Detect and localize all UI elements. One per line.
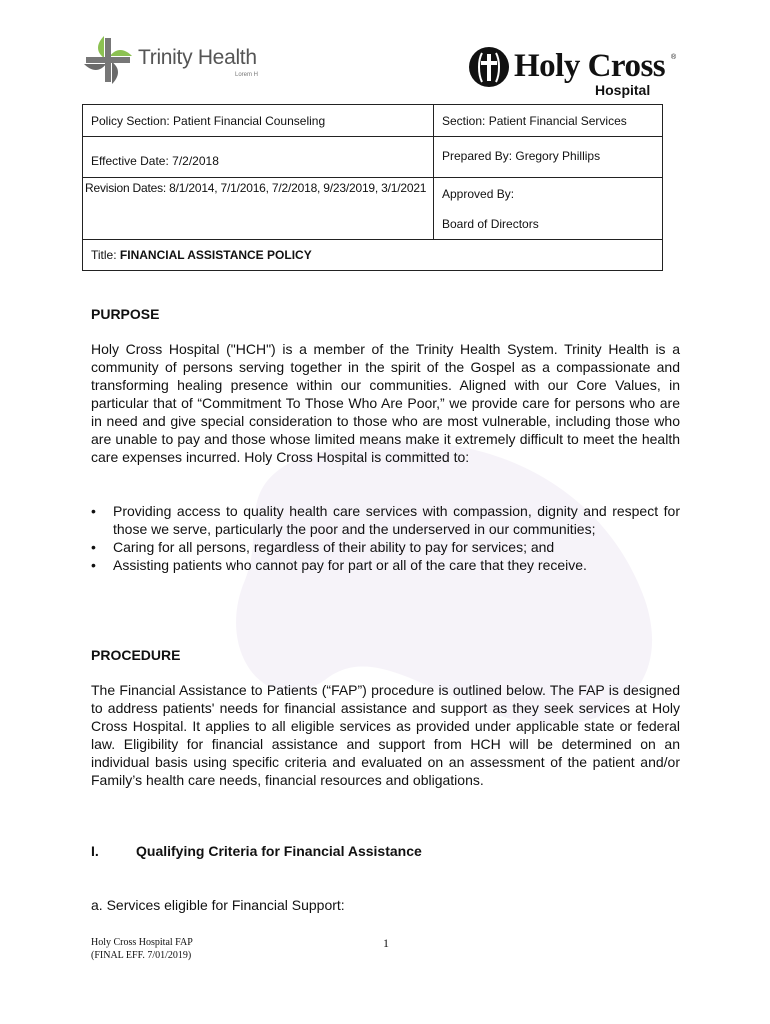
trinity-health-logo (82, 34, 282, 86)
holy-cross-emblem-icon (468, 46, 510, 88)
prepared-by-cell: Prepared By: Gregory Phillips (434, 137, 663, 178)
holy-cross-logo (468, 42, 688, 102)
bullet-text: Assisting patients who cannot pay for part or all of the care that they receive. (113, 557, 587, 573)
bullet-text: Caring for all persons, regardless of their ability to pay for services; and (113, 539, 555, 555)
list-item: • Providing access to quality health care services with compassion, dignity and respect for those we serve, particularly the poor and the underserved in our communities; (91, 503, 680, 537)
purpose-bullets (91, 502, 680, 574)
page-number: 1 (383, 936, 389, 950)
list-item: • Caring for all persons, regardless of their ability to pay for services; and (91, 539, 555, 555)
footer-line-1: Holy Cross Hospital FAP (91, 937, 193, 948)
approved-by-cell (434, 178, 663, 240)
trinity-cross-icon (82, 34, 134, 86)
registered-mark: ® (671, 54, 677, 61)
list-item: • Assisting patients who cannot pay for part or all of the care that they receive. (91, 557, 587, 573)
policy-section-cell: Policy Section: Patient Financial Counseling (83, 105, 434, 137)
section-cell: Section: Patient Financial Services (434, 105, 663, 137)
purpose-paragraph: Holy Cross Hospital ("HCH") is a member of the Trinity Health System. Trinity Health is a community of persons serving together in the spirit of the Gospel as a compassionate and transforming healing presence within our communities. Aligned with our Core Values, in particular that of “Commitment To Those Who Are Poor,” we provide care for persons who are in need and give special consideration to those who are most vulnerable, including those who are unable to pay and those whose limited means make it extremely difficult to meet the health care expenses incurred. Holy Cross Hospital is committed to: (91, 341, 680, 465)
purpose-heading: PURPOSE (91, 306, 160, 322)
trinity-health-sub: Lorem H (235, 72, 259, 78)
footer-line-2: (FINAL EFF. 7/01/2019) (91, 950, 192, 961)
policy-info-table (82, 104, 663, 271)
procedure-heading: PROCEDURE (91, 647, 181, 663)
policy-title: FINANCIAL ASSISTANCE POLICY (119, 248, 312, 262)
section-numeral: I. (91, 843, 99, 859)
holy-cross-subtitle: Hospital (595, 82, 651, 98)
effective-date-cell: Effective Date: 7/2/2018 (83, 137, 434, 178)
section-title: Qualifying Criteria for Financial Assistance (136, 843, 422, 859)
footer-doc-id (91, 936, 193, 962)
title-label: Title: (91, 248, 117, 262)
trinity-health-name: Trinity Health (138, 46, 257, 69)
approver-name: Board of Directors (442, 217, 539, 231)
subsection-a: a. Services eligible for Financial Support: (91, 897, 345, 913)
bullet-text: Providing access to quality health care services with compassion, dignity and respect for those we serve, particularly the poor and the underserved in our communities; (113, 503, 680, 537)
title-cell (83, 240, 663, 271)
holy-cross-name: Holy Cross (514, 48, 666, 84)
approved-by-label: Approved By: (442, 187, 515, 201)
procedure-paragraph: The Financial Assistance to Patients (“FAP”) procedure is outlined below. The FAP is designed to address patients' needs for financial assistance and support as they seek services at Holy Cross Hospital. It applies to all eligible services as provided under applicable state or federal law. Eligibility for financial assistance and support from HCH will be determined on an individual basis using specific criteria and evaluated on an assessment of the patient and/or Family’s health care needs, financial resources and obligations. (91, 682, 680, 788)
revision-dates-cell: Revision Dates: 8/1/2014, 7/1/2016, 7/2/2018, 9/23/2019, 3/1/2021 (83, 178, 434, 240)
